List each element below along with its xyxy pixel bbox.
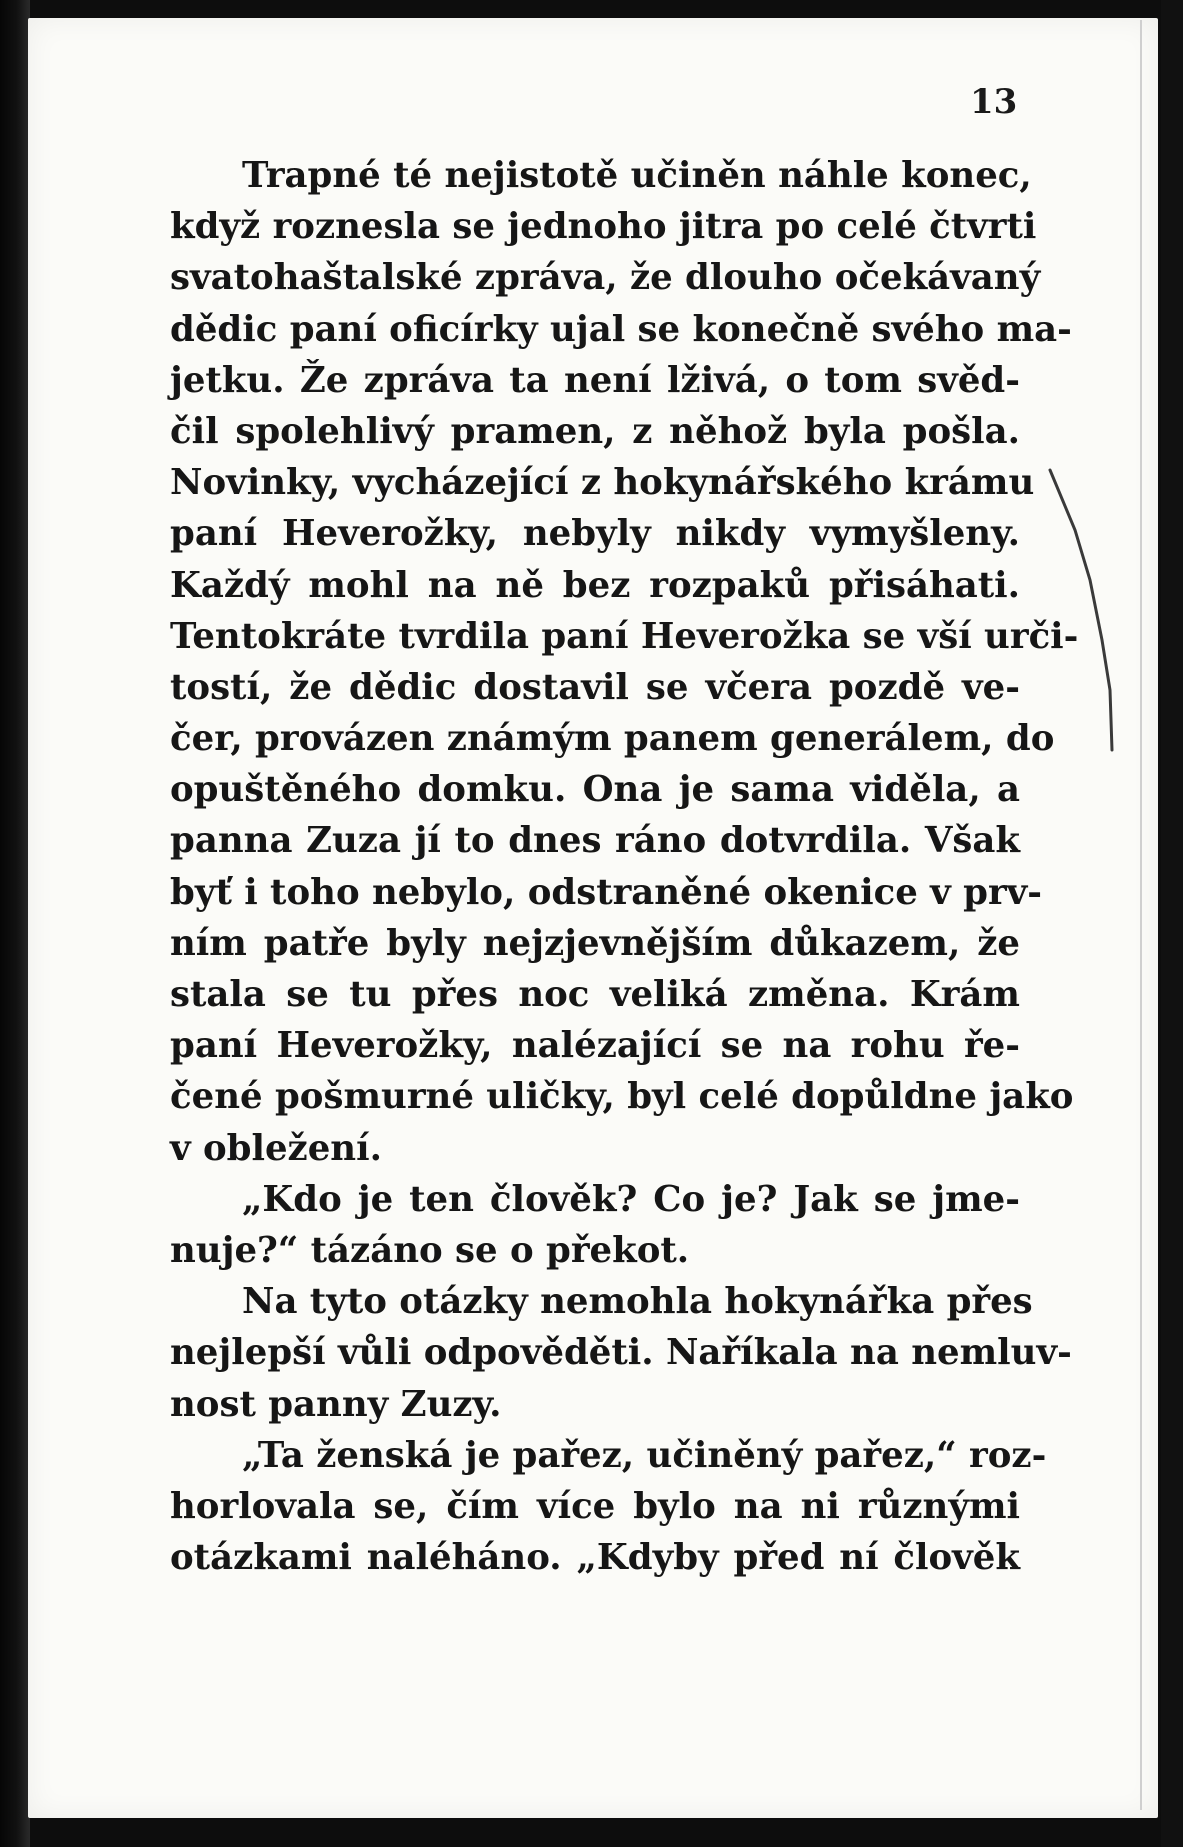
text-line: nost panny Zuzy.	[170, 1383, 502, 1425]
text-line: stala se tu přes noc veliká změna. Krám	[170, 974, 1020, 1015]
text-line: dědic paní oficírky ujal se konečně svého ma-	[170, 308, 1072, 350]
text-line: otázkami naléháno. „Kdyby před ní člověk	[170, 1537, 1020, 1579]
text-line: Trapné té nejistotě učiněn náhle konec,	[242, 155, 1032, 196]
margin-pencil-mark	[1040, 460, 1130, 760]
text-line: v obležení.	[170, 1127, 382, 1169]
text-line: když roznesla se jednoho jitra po celé čtvrti	[170, 206, 1037, 248]
text-line: svatohaštalské zpráva, že dlouho očekávaný	[170, 257, 1041, 299]
text-line: horlovala se, čím více bylo na ni různými	[170, 1485, 1020, 1527]
text-line: jetku. Že zpráva ta není lživá, o tom svěd-	[170, 359, 1020, 401]
body-text	[170, 150, 1079, 1583]
page-number: 13	[970, 82, 1018, 122]
text-line: opuštěného domku. Ona je sama viděla, a	[170, 769, 1020, 811]
text-line: paní Heverožky, nebyly nikdy vymyšleny.	[170, 513, 1020, 555]
text-line: paní Heverožky, nalézající se na rohu ře-	[170, 1025, 1020, 1067]
text-line: Novinky, vycházející z hokynářského krámu	[170, 462, 1035, 504]
text-line: nuje?“ tázáno se o překot.	[170, 1229, 690, 1271]
book-spine-shadow	[0, 0, 30, 1847]
text-line: Na tyto otázky nemohla hokynářka přes	[242, 1281, 1033, 1323]
right-scan-edge	[1161, 0, 1183, 1847]
text-line: čer, provázen známým panem generálem, do	[170, 718, 1055, 760]
page-edge-line	[1140, 20, 1142, 1810]
text-line: nejlepší vůli odpověděti. Naříkala na nemluv-	[170, 1332, 1072, 1374]
text-line: tostí, že dědic dostavil se včera pozdě ve-	[170, 666, 1020, 708]
text-line: čené pošmurné uličky, byl celé dopůldne jako	[170, 1076, 1074, 1118]
text-line: „Kdo je ten člověk? Co je? Jak se jme-	[242, 1178, 1020, 1220]
text-line: „Ta ženská je pařez, učiněný pařez,“ roz-	[242, 1434, 1047, 1476]
text-line: Tentokráte tvrdila paní Heverožka se vší urči-	[170, 615, 1079, 657]
text-line: byť i toho nebylo, odstraněné okenice v prv-	[170, 871, 1043, 913]
text-line: ním patře byly nejzjevnějším důkazem, že	[170, 922, 1020, 964]
text-line: panna Zuza jí to dnes ráno dotvrdila. Však	[170, 820, 1020, 862]
text-line: čil spolehlivý pramen, z něhož byla pošla.	[170, 410, 1020, 452]
text-line: Každý mohl na ně bez rozpaků přisáhati.	[170, 564, 1020, 606]
